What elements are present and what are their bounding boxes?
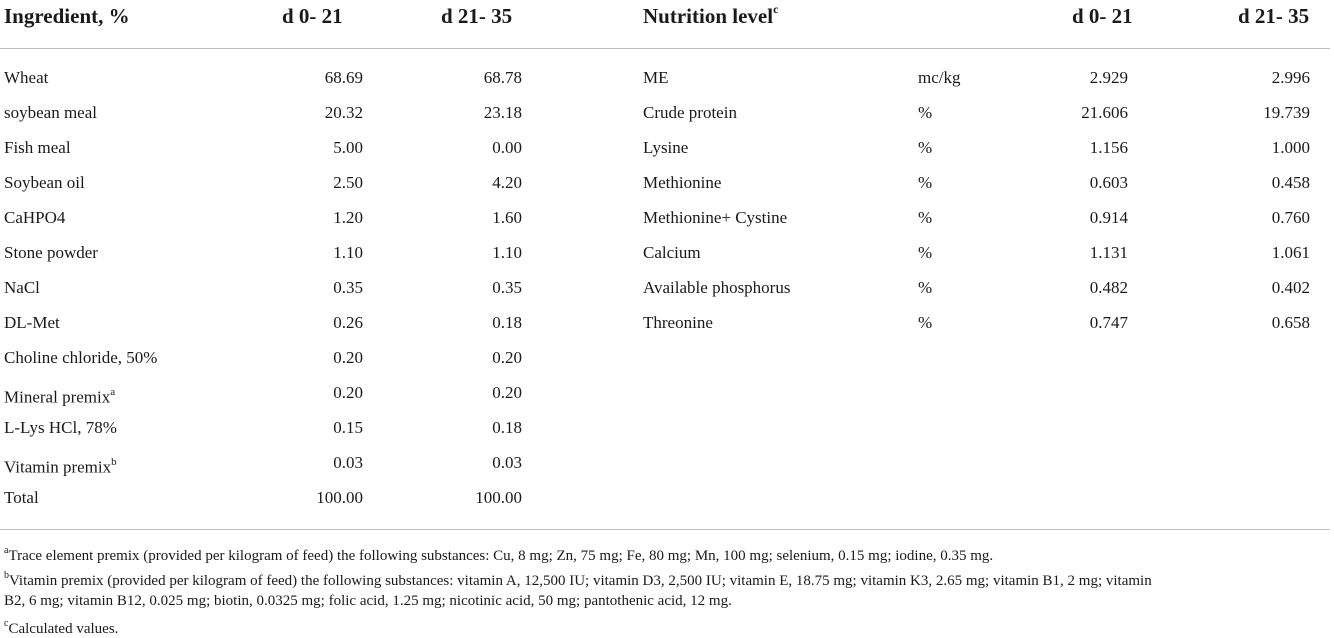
ingredient-value-d0-21: 0.20 [333, 348, 363, 367]
ingredient-value-d0-21: 1.10 [333, 243, 363, 262]
nutrient-value-d0-21: 0.603 [1089, 173, 1128, 192]
ingredient-value-d0-21: 20.32 [324, 103, 363, 122]
nutrient-unit: % [918, 278, 933, 297]
footnote-marker: b [111, 456, 117, 468]
ingredient-value-d21-35: 1.10 [492, 243, 522, 262]
nutrient-value-d21-35: 1.000 [1271, 138, 1310, 157]
nutrient-value-d0-21: 0.747 [1089, 313, 1128, 332]
nutrient-value-d21-35: 1.061 [1271, 243, 1310, 262]
ingredient-value-d21-35: 0.03 [492, 453, 522, 472]
nutrient-value-d0-21: 2.929 [1089, 68, 1128, 87]
ingredient-name [4, 208, 65, 228]
nutrient-unit: mc/kg [918, 68, 961, 87]
footer-rule [0, 529, 1330, 530]
nutrient-value-d21-35: 0.458 [1271, 173, 1310, 192]
header-nutrition-d21-35: d 21- 35 [1238, 4, 1310, 28]
ingredient-name [4, 488, 39, 508]
ingredient-label: Total [4, 488, 39, 507]
ingredient-name [4, 243, 98, 263]
ingredient-value-d21-35: 0.20 [492, 348, 522, 367]
nutrient-unit: % [918, 103, 933, 122]
ingredient-value-d21-35: 100.00 [475, 488, 522, 507]
ingredient-value-d0-21: 2.50 [333, 173, 363, 192]
ingredient-name [4, 103, 97, 123]
ingredient-value-d0-21: 0.26 [333, 313, 363, 332]
ingredient-name [4, 418, 117, 438]
header-nutrition-label: Nutrition level [643, 4, 774, 28]
ingredient-label: soybean meal [4, 103, 97, 122]
ingredient-value-d0-21: 68.69 [324, 68, 363, 87]
nutrient-name: Available phosphorus [643, 278, 791, 297]
ingredient-value-d21-35: 0.18 [492, 313, 522, 332]
header-nutrition-d0-21: d 0- 21 [1072, 4, 1133, 28]
ingredient-label: Wheat [4, 68, 49, 87]
nutrient-unit: % [918, 173, 933, 192]
footnote-text: Vitamin premix (provided per kilogram of feed) the following substances: vitamin A, 12,500 IU; vitamin D3, 2,500 IU; vitamin E, 18.75 mg; vitamin K3, 2.65 mg; vitamin B1, 2 mg; vitamin [9, 573, 1152, 589]
ingredient-label: Stone powder [4, 243, 98, 262]
nutrient-value-d21-35: 19.739 [1263, 103, 1310, 122]
nutrient-value-d0-21: 21.606 [1081, 103, 1128, 122]
ingredient-label: Choline chloride, 50% [4, 348, 158, 367]
ingredient-label: Mineral premix [4, 387, 111, 407]
nutrient-name: ME [643, 68, 669, 87]
ingredient-value-d0-21: 0.20 [333, 383, 363, 402]
ingredient-name [4, 383, 115, 408]
nutrient-unit: % [918, 313, 933, 332]
ingredient-label: L-Lys HCl, 78% [4, 418, 117, 437]
nutrient-value-d0-21: 1.131 [1089, 243, 1128, 262]
ingredient-value-d21-35: 0.35 [492, 278, 522, 297]
ingredient-value-d21-35: 0.18 [492, 418, 522, 437]
ingredient-value-d0-21: 1.20 [333, 208, 363, 227]
ingredient-label: CaHPO4 [4, 208, 66, 227]
header-nutrition-level [643, 4, 778, 29]
ingredient-label: Soybean oil [4, 173, 85, 192]
footnote-text: Trace element premix (provided per kilogram of feed) the following substances: Cu, 8 mg; Zn, 75 mg; Fe, 80 mg; Mn, 100 mg; selenium, 0.15 mg; iodine, 0.35 mg. [8, 548, 994, 564]
ingredient-name [4, 453, 117, 478]
header-nutrition-sup: c [773, 2, 779, 16]
footnote [4, 568, 1152, 590]
nutrient-name: Calcium [643, 243, 701, 262]
nutrient-name: Methionine+ Cystine [643, 208, 788, 227]
header-ingredient: Ingredient, % [4, 4, 130, 28]
nutrient-unit: % [918, 208, 933, 227]
ingredient-value-d0-21: 0.15 [333, 418, 363, 437]
footnote-text: Calculated values. [8, 621, 119, 637]
footnote [4, 543, 993, 565]
nutrient-value-d21-35: 0.402 [1271, 278, 1310, 297]
ingredient-name [4, 313, 60, 333]
ingredient-value-d21-35: 23.18 [483, 103, 522, 122]
ingredient-value-d0-21: 100.00 [316, 488, 363, 507]
ingredient-name [4, 68, 48, 88]
nutrient-name: Lysine [643, 138, 689, 157]
nutrient-value-d21-35: 0.658 [1271, 313, 1310, 332]
nutrient-unit: % [918, 243, 933, 262]
header-d21-35: d 21- 35 [441, 4, 513, 28]
ingredient-name [4, 278, 40, 298]
header-d0-21: d 0- 21 [282, 4, 343, 28]
footnote [4, 616, 118, 638]
nutrient-value-d21-35: 2.996 [1271, 68, 1310, 87]
ingredient-value-d21-35: 0.00 [492, 138, 522, 157]
ingredient-value-d21-35: 4.20 [492, 173, 522, 192]
footnote-marker: a [110, 386, 116, 398]
ingredient-value-d0-21: 5.00 [333, 138, 363, 157]
nutrient-value-d0-21: 1.156 [1089, 138, 1128, 157]
ingredient-label: NaCl [4, 278, 40, 297]
footnote-marker: b [4, 570, 9, 581]
nutrient-name: Methionine [643, 173, 722, 192]
ingredient-name [4, 138, 71, 158]
footnote-text: B2, 6 mg; vitamin B12, 0.025 mg; biotin, 0.0325 mg; folic acid, 1.25 mg; nicotinic acid, 50 mg; pantothenic acid, 12 mg. [4, 593, 732, 609]
nutrient-value-d21-35: 0.760 [1271, 208, 1310, 227]
nutrient-value-d0-21: 0.914 [1089, 208, 1128, 227]
ingredient-label: DL-Met [4, 313, 60, 332]
footnote-marker: a [4, 545, 9, 556]
ingredient-label: Fish meal [4, 138, 71, 157]
ingredient-name [4, 173, 85, 193]
ingredient-label: Vitamin premix [4, 457, 112, 477]
footnote-marker: c [4, 618, 9, 629]
header-rule [0, 48, 1330, 49]
ingredient-value-d0-21: 0.03 [333, 453, 363, 472]
nutrient-name: Crude protein [643, 103, 737, 122]
ingredient-name [4, 348, 157, 368]
nutrient-unit: % [918, 138, 933, 157]
footnote [4, 592, 732, 610]
nutrient-name: Threonine [643, 313, 713, 332]
ingredient-value-d21-35: 68.78 [483, 68, 522, 87]
ingredient-value-d21-35: 1.60 [492, 208, 522, 227]
ingredient-value-d21-35: 0.20 [492, 383, 522, 402]
ingredient-value-d0-21: 0.35 [333, 278, 363, 297]
nutrient-value-d0-21: 0.482 [1089, 278, 1128, 297]
